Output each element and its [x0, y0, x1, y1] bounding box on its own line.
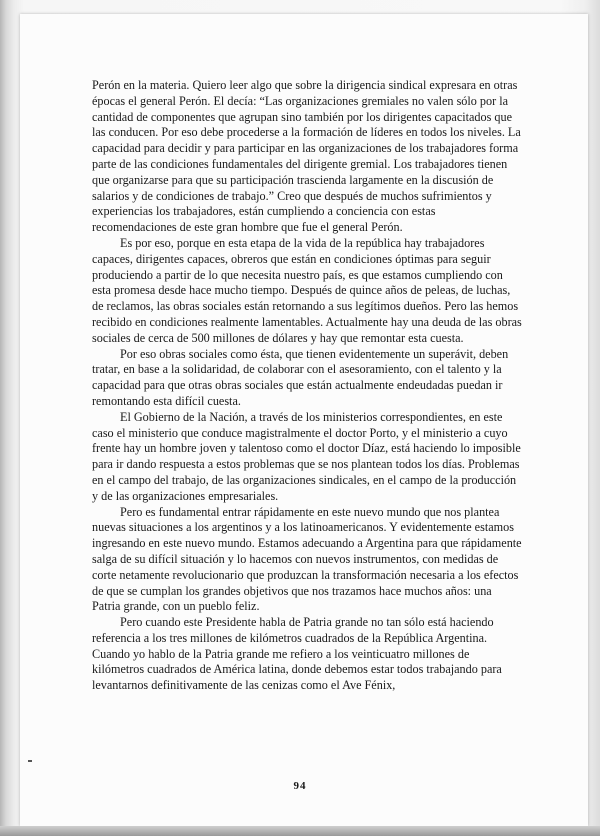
paragraph-6: Pero cuando este Presidente habla de Patria grande no tan sólo está haciendo referencia a los tres millones de kilómetros cuadrados de la República Argentina. Cuando yo hablo de la Patria grande me refiero a los veinticuatro millones de kilómetros cuadrados de América latina, donde debemos estar todos trabajando para levantarnos definitivamente de las cenizas como el Ave Fénix, — [92, 615, 502, 693]
body-text — [92, 78, 522, 694]
scan-bottom-edge — [0, 826, 600, 836]
paragraph-4: El Gobierno de la Nación, a través de los ministerios correspondientes, en este caso el ministerio que conduce magistralmente el doctor Porto, y el ministerio a cuyo frente hay un hombre joven y talentoso como el doctor Díaz, está haciendo lo imposible para ir dando respuesta a estos problemas que se nos plantean todos los días. Problemas en el campo del trabajo, de las organizaciones sindicales, en el campo de la producción y de las organizaciones empresariales. — [92, 409, 521, 503]
paragraph-3: Por eso obras sociales como ésta, que tienen evidentemente un superávit, deben tratar, en base a la solidaridad, de colaborar con el asesoramiento, con el talento y la capacidad para que otras obras sociales que están actualmente endeudadas puedan ir remontando esta difícil cuesta. — [92, 346, 509, 408]
scan-speck — [28, 760, 32, 762]
paragraph-5: Pero es fundamental entrar rápidamente en este nuevo mundo que nos plantea nuevas situaciones a los argentinos y a los latinoamericanos. Y evidentemente estamos ingresando en este nuevo mundo. Estamos adecuando a Argentina para que rápidamente salga de su difícil situación y lo hacemos con nuevos instrumentos, con medidas de corte netamente revolucionario que produzcan la transformación necesaria a los efectos de que se cumplan los grandes objetivos que nos trazamos hace muchos años: una Patria grande, con un pueblo feliz. — [92, 504, 522, 614]
paragraph-2: Es por eso, porque en esta etapa de la vida de la república hay trabajadores capaces, dirigentes capaces, obreros que están en condiciones óptimas para seguir produciendo a partir de lo que necesita nuestro país, es que estamos cumpliendo con esta promesa desde hace mucho tiempo. Después de quince años de peleas, de luchas, de reclamos, las obras sociales están retornando a sus legítimos dueños. Pero las hemos recibido en condiciones realmente lamentables. Actualmente hay una deuda de las obras sociales de cerca de 500 millones de dólares y hay que remontar esta cuesta. — [92, 235, 522, 345]
paragraph-1: Perón en la materia. Quiero leer algo que sobre la dirigencia sindical expresara en otras épocas el general Perón. El decía: “Las organizaciones gremiales no valen sólo por la cantidad de componentes que agrupan sino también por los dirigentes capacitados que las conducen. Por eso debe procederse a la formación de líderes en todos los niveles. La capacidad para decidir y para participar en las organizaciones de los trabajadores forma parte de las condiciones fundamentales del dirigente gremial. Los trabajadores tienen que organizarse para que su participación trascienda largamente en la discusión de salarios y de condiciones de trabajo.” Creo que después de muchos sufrimientos y experiencias los trabajadores, están cumpliendo a conciencia con estas recomendaciones de este gran hombre que fue el general Perón. — [92, 78, 521, 235]
page-number: 94 — [293, 780, 307, 792]
